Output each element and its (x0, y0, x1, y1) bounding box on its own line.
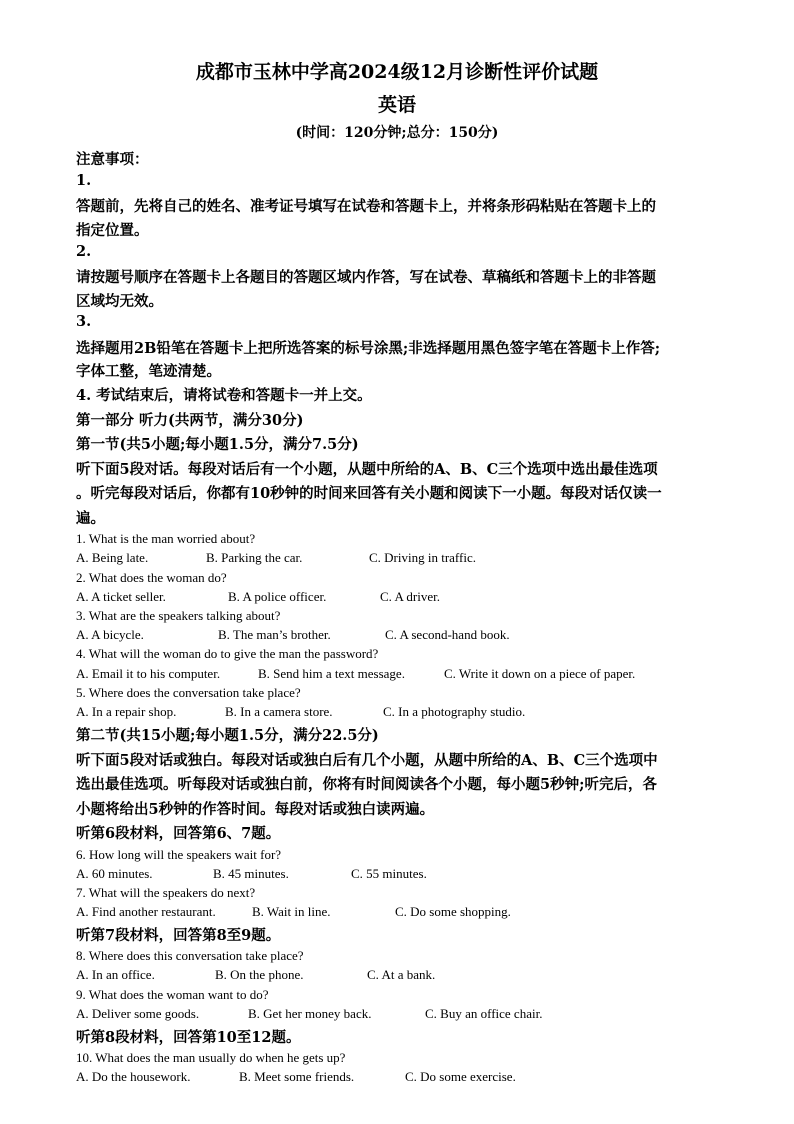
section-1-instruction-3: 遍。 (76, 510, 105, 527)
question-10-option-c: C. Do some exercise. (405, 1069, 516, 1084)
exam-meta: (时间：120分钟;总分：150分) (295, 125, 499, 141)
question-4: 4. What will the woman do to give the man the password? (76, 646, 379, 661)
question-1-option-b: B. Parking the car. (206, 550, 303, 565)
notes-heading: 注意事项： (76, 151, 149, 168)
question-2-option-a: A. A ticket seller. (76, 589, 166, 604)
section-2-heading: 第二节(共15小题;每小题1.5分，满分22.5分) (76, 727, 379, 744)
exam-subject: 英语 (377, 94, 416, 116)
note-2-line-1: 请按题号顺序在答题卡上各题目的答题区域内作答，写在试卷、草稿纸和答题卡上的非答题 (76, 269, 656, 286)
question-5-option-c: C. In a photography studio. (383, 704, 526, 719)
question-5: 5. Where does the conversation take place? (76, 685, 301, 700)
section-1-instruction-1: 听下面5段对话。每段对话后有一个小题，从题中所给的A、B、C三个选项中选出最佳选项 (76, 461, 658, 478)
material-7-heading: 听第7段材料，回答第8至9题。 (76, 927, 281, 944)
question-10-option-a: A. Do the housework. (76, 1069, 191, 1084)
note-2-line-2: 区域均无效。 (76, 293, 163, 310)
question-3-option-a: A. A bicycle. (76, 627, 144, 642)
question-2-option-b: B. A police officer. (228, 589, 327, 604)
section-1-heading: 第一节(共5小题;每小题1.5分，满分7.5分) (76, 436, 359, 453)
question-2: 2. What does the woman do? (76, 570, 227, 585)
note-3-line-1: 选择题用2B铅笔在答题卡上把所选答案的标号涂黑;非选择题用黑色签字笔在答题卡上作答; (76, 340, 661, 357)
question-6-option-b: B. 45 minutes. (213, 866, 289, 881)
question-1-option-c: C. Driving in traffic. (369, 550, 476, 565)
question-7-option-a: A. Find another restaurant. (76, 904, 216, 919)
question-3: 3. What are the speakers talking about? (76, 608, 281, 623)
question-6-option-c: C. 55 minutes. (351, 866, 427, 881)
question-10-option-b: B. Meet some friends. (239, 1069, 355, 1084)
question-4-option-b: B. Send him a text message. (258, 666, 405, 681)
note-3-line-2: 字体工整，笔迹清楚。 (76, 363, 221, 380)
note-1-line-1: 答题前，先将自己的姓名、准考证号填写在试卷和答题卡上，并将条形码粘贴在答题卡上的 (76, 198, 656, 215)
question-4-option-c: C. Write it down on a piece of paper. (444, 666, 636, 681)
question-9-option-b: B. Get her money back. (248, 1006, 372, 1021)
question-6-option-a: A. 60 minutes. (76, 866, 153, 881)
section-2-instruction-1: 听下面5段对话或独白。每段对话或独白后有几个小题，从题中所给的A、B、C三个选项中 (76, 752, 658, 769)
section-2-instruction-3: 小题将给出5秒钟的作答时间。每段对话或独白读两遍。 (76, 801, 435, 818)
question-1-option-a: A. Being late. (76, 550, 149, 565)
note-4: 4. 考试结束后，请将试卷和答题卡一并上交。 (76, 387, 372, 404)
question-7: 7. What will the speakers do next? (76, 885, 256, 900)
question-9: 9. What does the woman want to do? (76, 987, 269, 1002)
note-1-number: 1. (76, 172, 92, 189)
question-5-option-b: B. In a camera store. (225, 704, 333, 719)
question-7-option-c: C. Do some shopping. (395, 904, 511, 919)
question-8: 8. Where does this conversation take place? (76, 948, 304, 963)
note-2-number: 2. (76, 243, 92, 260)
question-8-option-c: C. At a bank. (367, 967, 436, 982)
exam-title: 成都市玉林中学高2024级12月诊断性评价试题 (195, 61, 599, 83)
section-1-instruction-2: 。听完每段对话后，你都有10秒钟的时间来回答有关小题和阅读下一小题。每段对话仅读一 (76, 485, 662, 502)
question-5-option-a: A. In a repair shop. (76, 704, 177, 719)
section-2-instruction-2: 选出最佳选项。听每段对话或独白前，你将有时间阅读各个小题，每小题5秒钟;听完后，各 (76, 776, 657, 793)
note-1-line-2: 指定位置。 (76, 222, 149, 239)
part-1-heading: 第一部分 听力(共两节，满分30分) (76, 412, 304, 429)
question-6: 6. How long will the speakers wait for? (76, 847, 282, 862)
question-1: 1. What is the man worried about? (76, 531, 256, 546)
question-3-option-c: C. A second-hand book. (385, 627, 510, 642)
question-2-option-c: C. A driver. (380, 589, 440, 604)
material-6-heading: 听第6段材料，回答第6、7题。 (76, 825, 281, 842)
question-8-option-b: B. On the phone. (215, 967, 304, 982)
material-8-heading: 听第8段材料，回答第10至12题。 (76, 1029, 301, 1046)
question-8-option-a: A. In an office. (76, 967, 155, 982)
question-9-option-c: C. Buy an office chair. (425, 1006, 543, 1021)
question-10: 10. What does the man usually do when he gets up? (76, 1050, 346, 1065)
question-9-option-a: A. Deliver some goods. (76, 1006, 200, 1021)
question-7-option-b: B. Wait in line. (252, 904, 331, 919)
question-4-option-a: A. Email it to his computer. (76, 666, 221, 681)
note-3-number: 3. (76, 313, 92, 330)
question-3-option-b: B. The man’s brother. (218, 627, 331, 642)
